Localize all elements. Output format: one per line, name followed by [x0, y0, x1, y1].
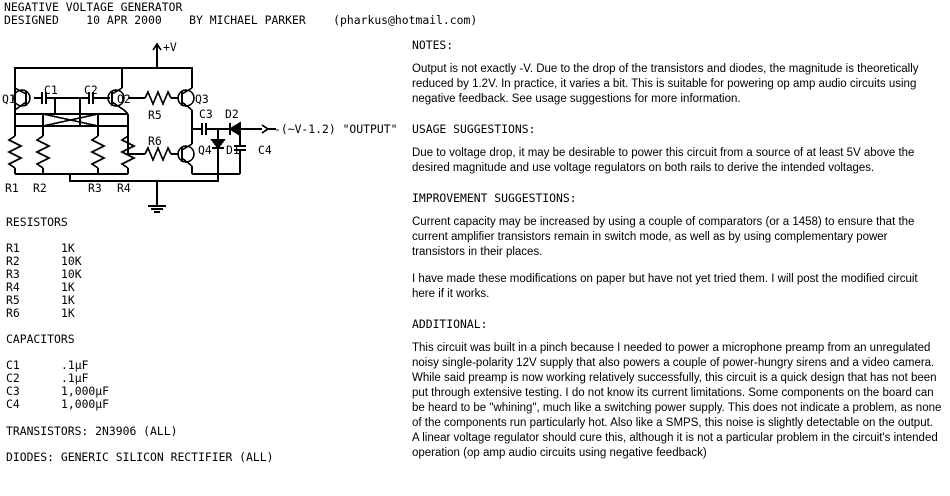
header	[4, 1, 477, 27]
notes-heading: NOTES:	[412, 38, 454, 52]
svg-text:D1: D1	[226, 143, 240, 157]
schematic-diagram	[0, 36, 405, 226]
list-item: R5 1K	[6, 293, 75, 307]
list-item: R6 1K	[6, 306, 75, 320]
ground-symbol	[148, 181, 166, 212]
resistors-heading: RESISTORS	[6, 215, 68, 229]
notes-column	[412, 38, 942, 461]
resistor-r2	[33, 136, 49, 195]
resistor-r6	[128, 134, 178, 160]
svg-text:C3: C3	[199, 107, 213, 121]
svg-text:C2: C2	[84, 83, 98, 97]
usage-text: Due to voltage drop, it may be desirable to power this circuit from a source of at least 5V above the desired magnitude and use voltage regulators on both rails to derive the intended voltages.	[412, 147, 915, 174]
svg-text:D2: D2	[225, 107, 239, 121]
list-item: C1 .1µF	[6, 358, 89, 372]
svg-text:C4: C4	[258, 143, 272, 157]
transistor-q4	[178, 143, 212, 166]
svg-text:R3: R3	[88, 181, 102, 195]
list-item: C2 .1µF	[6, 371, 89, 385]
diode-d1	[212, 129, 240, 174]
designed-line: DESIGNED 10 APR 2000 BY MICHAEL PARKER (pharkus@hotmail.com)	[4, 13, 478, 27]
transistor-q1	[2, 88, 30, 110]
resistor-r4	[117, 136, 134, 195]
svg-text:R5: R5	[148, 108, 162, 122]
svg-text:Q1: Q1	[2, 92, 16, 106]
capacitors-list	[6, 333, 109, 411]
transistors-line: TRANSISTORS: 2N3906 (ALL)	[6, 424, 178, 438]
svg-text:R4: R4	[117, 181, 131, 195]
improvement-text-2: I have made these modifications on paper but have not yet tried them. I will post the modified circuit here if it works.	[412, 273, 918, 300]
improvement-heading: IMPROVEMENT SUGGESTIONS:	[412, 191, 577, 205]
list-item: R4 1K	[6, 280, 75, 294]
usage-heading: USAGE SUGGESTIONS:	[412, 122, 536, 136]
supply-terminal	[153, 40, 177, 68]
svg-text:Q4: Q4	[198, 143, 212, 157]
list-item: C3 1,000µF	[6, 384, 110, 398]
list-item: R2 10K	[6, 254, 82, 268]
capacitor-c1	[34, 83, 70, 114]
capacitor-c3	[192, 107, 218, 135]
additional-heading: ADDITIONAL:	[412, 317, 488, 331]
svg-text:Q3: Q3	[195, 92, 209, 106]
output-terminal	[262, 122, 397, 136]
resistor-r1	[5, 136, 21, 195]
additional-text: This circuit was built in a pinch because I needed to power a microphone preamp from an unregulated noisy single-polarity 12V supply that also powers a couple of power-hungry sirens and a video camera. While said preamp is now working relatively successfully, this circuit is a quick design that has not been put through extensive testing. I do not know its current limitations. Some components on the board can be heard to be "whining", much like a switching power supply. This does not indicate a problem, as none of the components run particularly hot. Also like a SMPS, this noise is slightly detectable on the output. A linear voltage regulator should cure this, although it is not a particular problem in the circuit's intended operation (op amp audio circuits using negative feedback)	[412, 342, 942, 459]
svg-text:C1: C1	[44, 83, 58, 97]
svg-text:R1: R1	[5, 181, 19, 195]
list-item: R3 10K	[6, 267, 82, 281]
improvement-text-1: Current capacity may be increased by using a couple of comparators (or a 1458) to ensure that the current amplifier transistors remain in switch mode, as well as by using complementary power transistors in their places.	[412, 216, 915, 258]
svg-text:R6: R6	[148, 134, 162, 148]
top-rail	[15, 68, 192, 88]
page-title: NEGATIVE VOLTAGE GENERATOR	[4, 0, 183, 14]
list-item: R1 1K	[6, 241, 75, 255]
supply-label: +V	[163, 40, 177, 54]
svg-text:Q2: Q2	[117, 92, 131, 106]
output-label: -(~V-1.2) "OUTPUT"	[274, 122, 398, 136]
resistor-r5	[145, 92, 178, 122]
notes-text: Output is not exactly -V. Due to the drop of the transistors and diodes, the magnitude is theoretically reduced by 1.2V. In practice, it varies a bit. This is suitable for powering op amp audio circuits using negative feedback. See usage suggestions for more information.	[412, 63, 919, 105]
diodes-line: DIODES: GENERIC SILICON RECTIFIER (ALL)	[6, 450, 274, 464]
transistor-q2	[108, 88, 131, 114]
list-item: C4 1,000µF	[6, 397, 110, 411]
capacitors-heading: CAPACITORS	[6, 332, 75, 346]
resistors-list	[6, 216, 82, 320]
resistor-r3	[88, 136, 104, 195]
svg-text:R2: R2	[33, 181, 47, 195]
capacitor-c4	[234, 129, 272, 174]
